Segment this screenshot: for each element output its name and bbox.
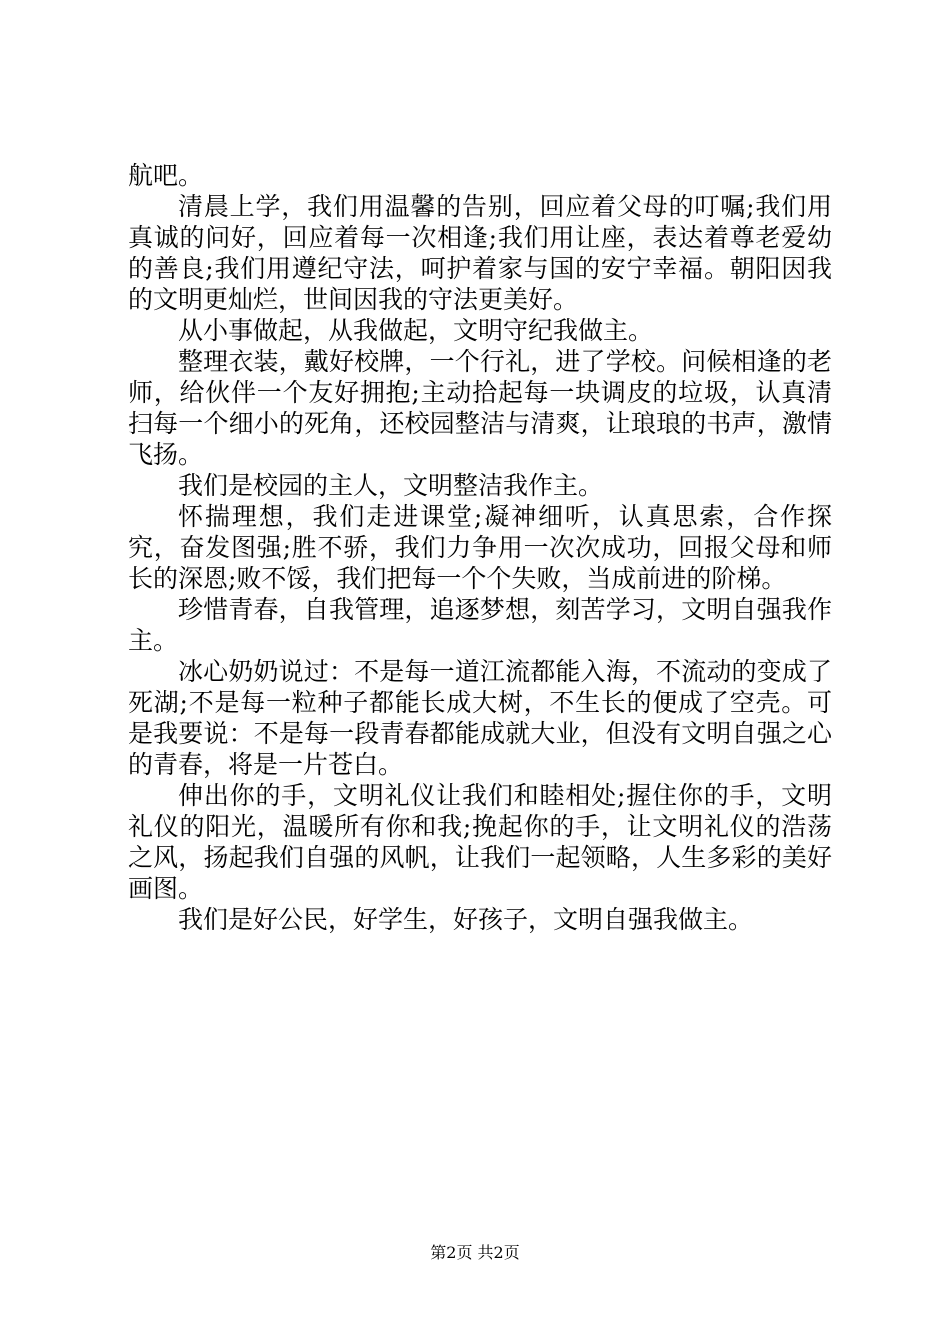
paragraph-6: 怀揣理想，我们走进课堂;凝神细听，认真思索，合作探究，奋发图强;胜不骄，我们力争用一次次成功，回报父母和师长的深恩;败不馁，我们把每一个个失败，当成前进的阶梯。	[128, 502, 832, 593]
page-footer: 第2页 共2页	[430, 1243, 520, 1262]
paragraph-9: 伸出你的手，文明礼仪让我们和睦相处;握住你的手，文明礼仪的阳光，温暖所有你和我;挽起你的手，让文明礼仪的浩荡之风，扬起我们自强的风帆，让我们一起领略，人生多彩的美好画图。	[128, 781, 832, 903]
paragraph-3: 从小事做起，从我做起，文明守纪我做主。	[178, 316, 654, 345]
paragraph-4: 整理衣装，戴好校牌，一个行礼，进了学校。问候相逢的老师，给伙伴一个友好拥抱;主动拾起每一块调皮的垃圾，认真清扫每一个细小的死角，还校园整洁与清爽，让琅琅的书声，激情飞扬。	[128, 347, 832, 469]
document-body	[128, 160, 832, 935]
paragraph-10: 我们是好公民，好学生，好孩子，文明自强我做主。	[178, 905, 754, 934]
paragraph-7: 珍惜青春，自我管理，追逐梦想，刻苦学习，文明自强我作主。	[128, 595, 832, 655]
paragraph-5: 我们是校园的主人，文明整洁我作主。	[178, 471, 604, 500]
paragraph-8: 冰心奶奶说过：不是每一道江流都能入海，不流动的变成了死湖;不是每一粒种子都能长成大树，不生长的便成了空壳。可是我要说：不是每一段青春都能成就大业，但没有文明自强之心的青春，将是一片苍白。	[128, 657, 832, 779]
paragraph-1: 航吧。	[128, 161, 204, 190]
paragraph-2: 清晨上学，我们用温馨的告别，回应着父母的叮嘱;我们用真诚的问好，回应着每一次相逢;我们用让座，表达着尊老爱幼的善良;我们用遵纪守法，呵护着家与国的安宁幸福。朝阳因我的文明更灿烂，世间因我的守法更美好。	[128, 192, 832, 314]
